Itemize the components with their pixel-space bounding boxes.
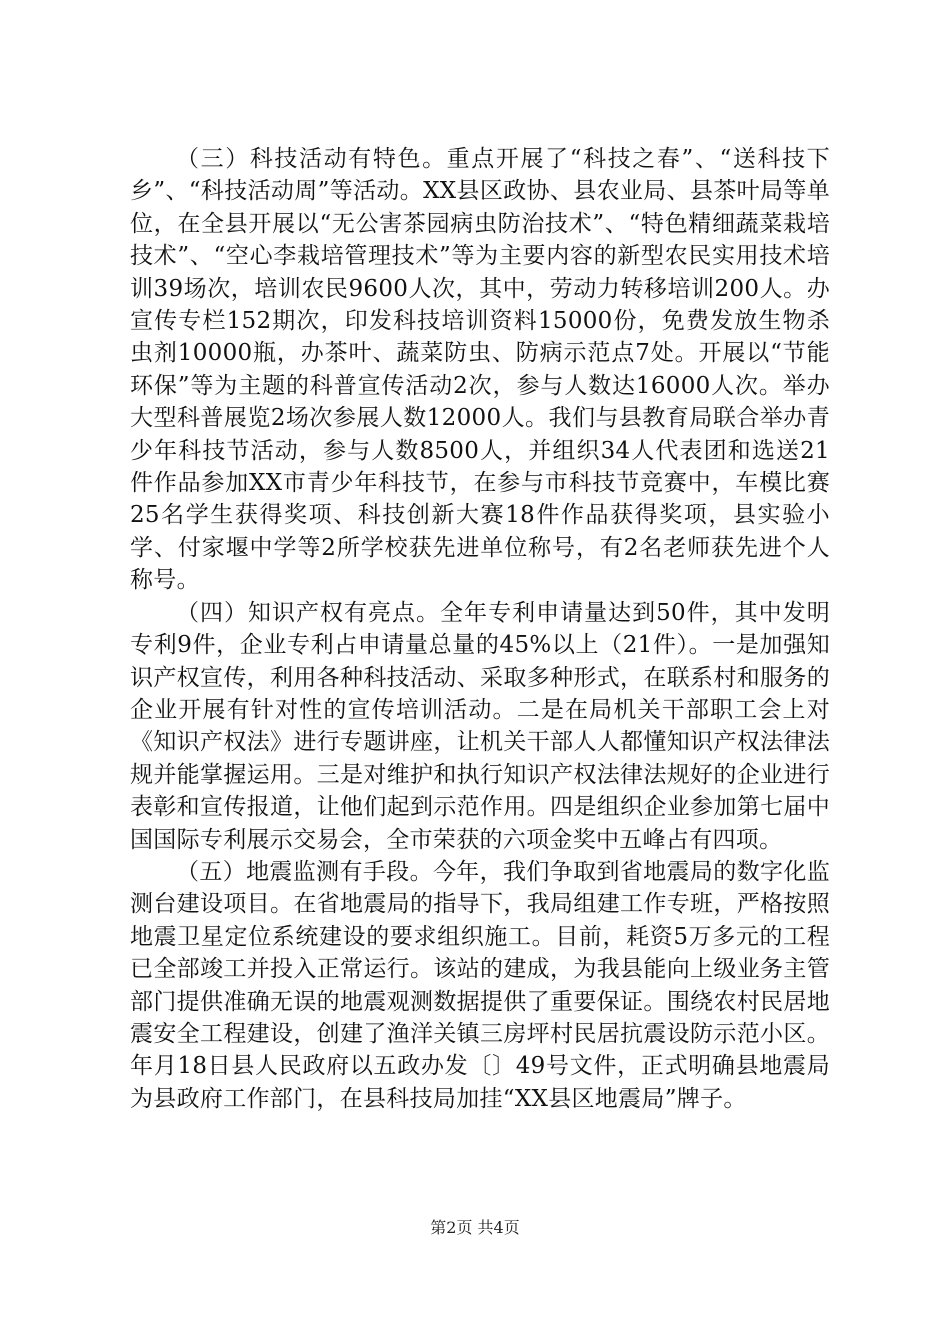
- page-footer: 第2页 共4页: [430, 1218, 520, 1237]
- paragraph-earthquake-monitoring: （五）地震监测有手段。今年，我们争取到省地震局的数字化监测台建设项目。在省地震局的指导下，我局组建工作专班，严格按照地震卫星定位系统建设的要求组织施工。目前，耗资5万多元的工程已全部竣工并投入正常运行。该站的建成，为我县能向上级业务主管部门提供准确无误的地震观测数据提供了重要保证。围绕农村民居地震安全工程建设，创建了渔洋关镇三房坪村民居抗震设防示范小区。年月18日县人民政府以五政办发〔〕49号文件，正式明确县地震局为县政府工作部门，在县科技局加挂“XX县区地震局”牌子。: [130, 858, 830, 1112]
- paragraph-science-activities: （三）科技活动有特色。重点开展了“科技之春”、“送科技下乡”、“科技活动周”等活动。XX县区政协、县农业局、县茶叶局等单位，在全县开展以“无公害茶园病虫防治技术”、“特色精细蔬菜栽培技术”、“空心李栽培管理技术”等为主要内容的新型农民实用技术培训39场次，培训农民9600人次，其中，劳动力转移培训200人。办宣传专栏152期次，印发科技培训资料15000份，免费发放生物杀虫剂10000瓶，办茶叶、蔬菜防虫、防病示范点7处。开展以“节能环保”等为主题的科普宣传活动2次，参与人数达16000人次。举办大型科普展览2场次参展人数12000人。我们与县教育局联合举办青少年科技节活动，参与人数8500人，并组织34人代表团和选送21件作品参加XX市青少年科技节，在参与市科技节竞赛中，车模比赛25名学生获得奖项、科技创新大赛18件作品获得奖项，县实验小学、付家堰中学等2所学校获先进单位称号，有2名老师获先进个人称号。: [130, 146, 830, 594]
- document-body: [130, 143, 830, 1115]
- paragraph-intellectual-property: （四）知识产权有亮点。全年专利申请量达到50件，其中发明专利9件，企业专利占申请量总量的45%以上（21件）。一是加强知识产权宣传，利用各种科技活动、采取多种形式，在联系村和服务的企业开展有针对性的宣传培训活动。二是在局机关干部职工会上对《知识产权法》进行专题讲座，让机关干部人人都懂知识产权法律法规并能掌握运用。三是对维护和执行知识产权法律法规好的企业进行表彰和宣传报道，让他们起到示范作用。四是组织企业参加第七届中国国际专利展示交易会，全市荣获的六项金奖中五峰占有四项。: [130, 599, 830, 853]
